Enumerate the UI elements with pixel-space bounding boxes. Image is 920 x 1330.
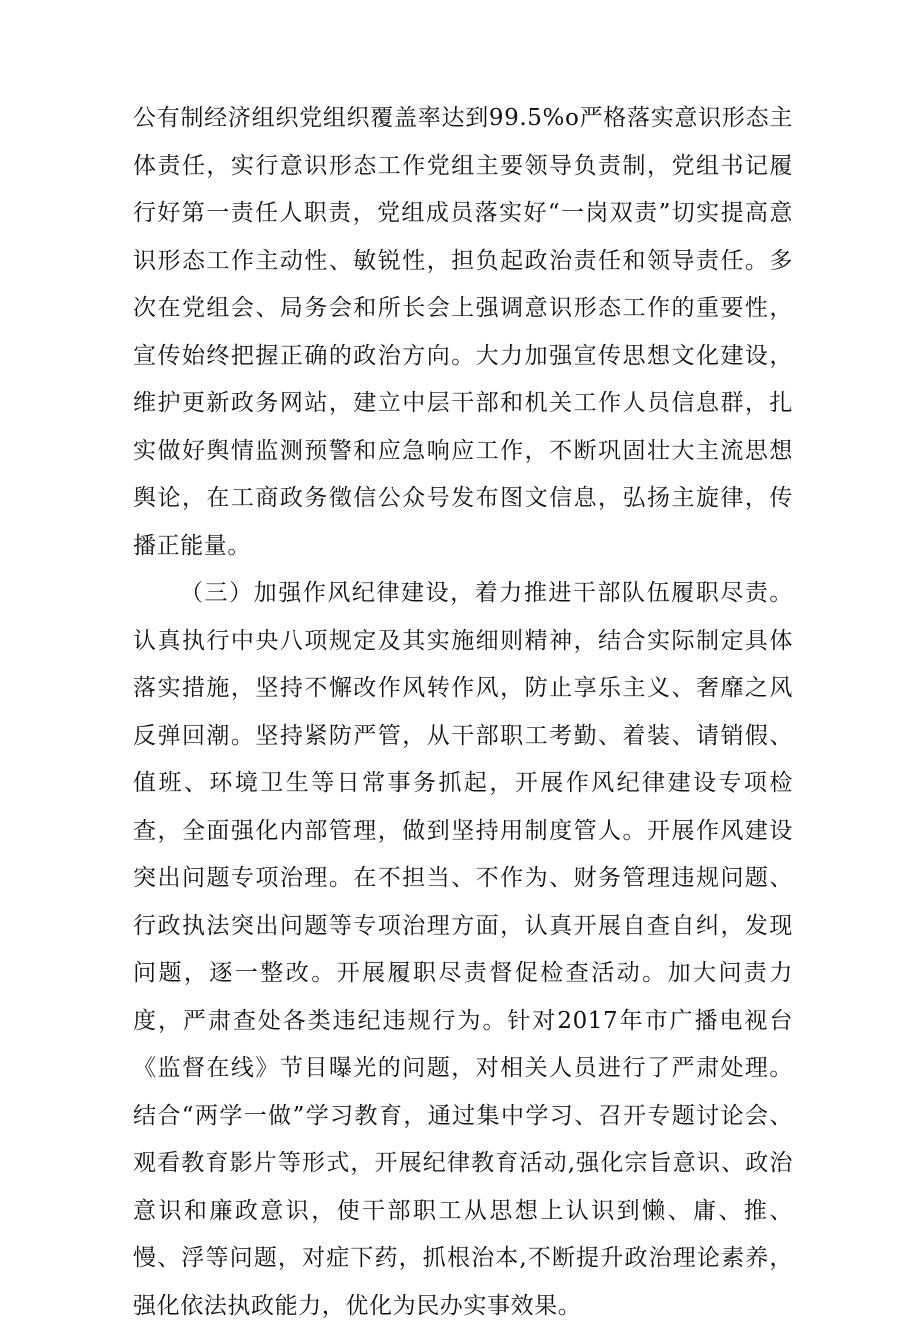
paragraph-ideology-responsibility: 公有制经济组织党组织覆盖率达到99.5%o严格落实意识形态主体责任，实行意识形态工作党组主要领导负责制，党组书记履行好第一责任人职责，党组成员落实好“一岗双责”切实提高意识形态工作主动性、敏锐性，担负起政治责任和领导责任。多次在党组会、局务会和所长会上强调意识形态工作的重要性，宣传始终把握正确的政治方向。大力加强宣传思想文化建设，维护更新政务网站，建立中层干部和机关工作人员信息群，扎实做好舆情监测预警和应急响应工作，不断巩固壮大主流思想舆论，在工商政务徵信公众号发布图文信息，弘扬主旋律，传播正能量。 — [133, 105, 793, 559]
document-body — [133, 95, 793, 1330]
paragraph-work-style-discipline: （三）加强作风纪律建设，着力推进干部队伍履职尽责。认真执行中央八项规定及其实施细则精神，结合实际制定具体落实措施，坚持不懈改作风转作风，防止享乐主义、奢靡之风反弹回潮。坚持紧防严管，从干部职工考勤、着装、请销假、值班、环境卫生等日常事务抓起，开展作风纪律建设专项检查，全面强化内部管理，做到坚持用制度管人。开展作风建设突出问题专项治理。在不担当、不作为、财务管理违规问题、行政执法突出问题等专项治理方面，认真开展自查自纠，发现问题，逐一整改。开展履职尽责督促检查活动。加大问责力度，严肃查处各类违纪违规行为。针对2017年市广播电视台《监督在线》节目曝光的问题，对相关人员进行了严肃处理。结合“两学一做”学习教育，通过集中学习、召开专题讨论会、观看教育影片等形式，开展纪律教育活动,强化宗旨意识、政治意识和廉政意识，使干部职工从思想上认识到懒、庸、推、慢、浮等问题，对症下药，抓根治本,不断提升政治理论素养，强化依法执政能力，优化为民办实事效果。 — [133, 580, 793, 1319]
